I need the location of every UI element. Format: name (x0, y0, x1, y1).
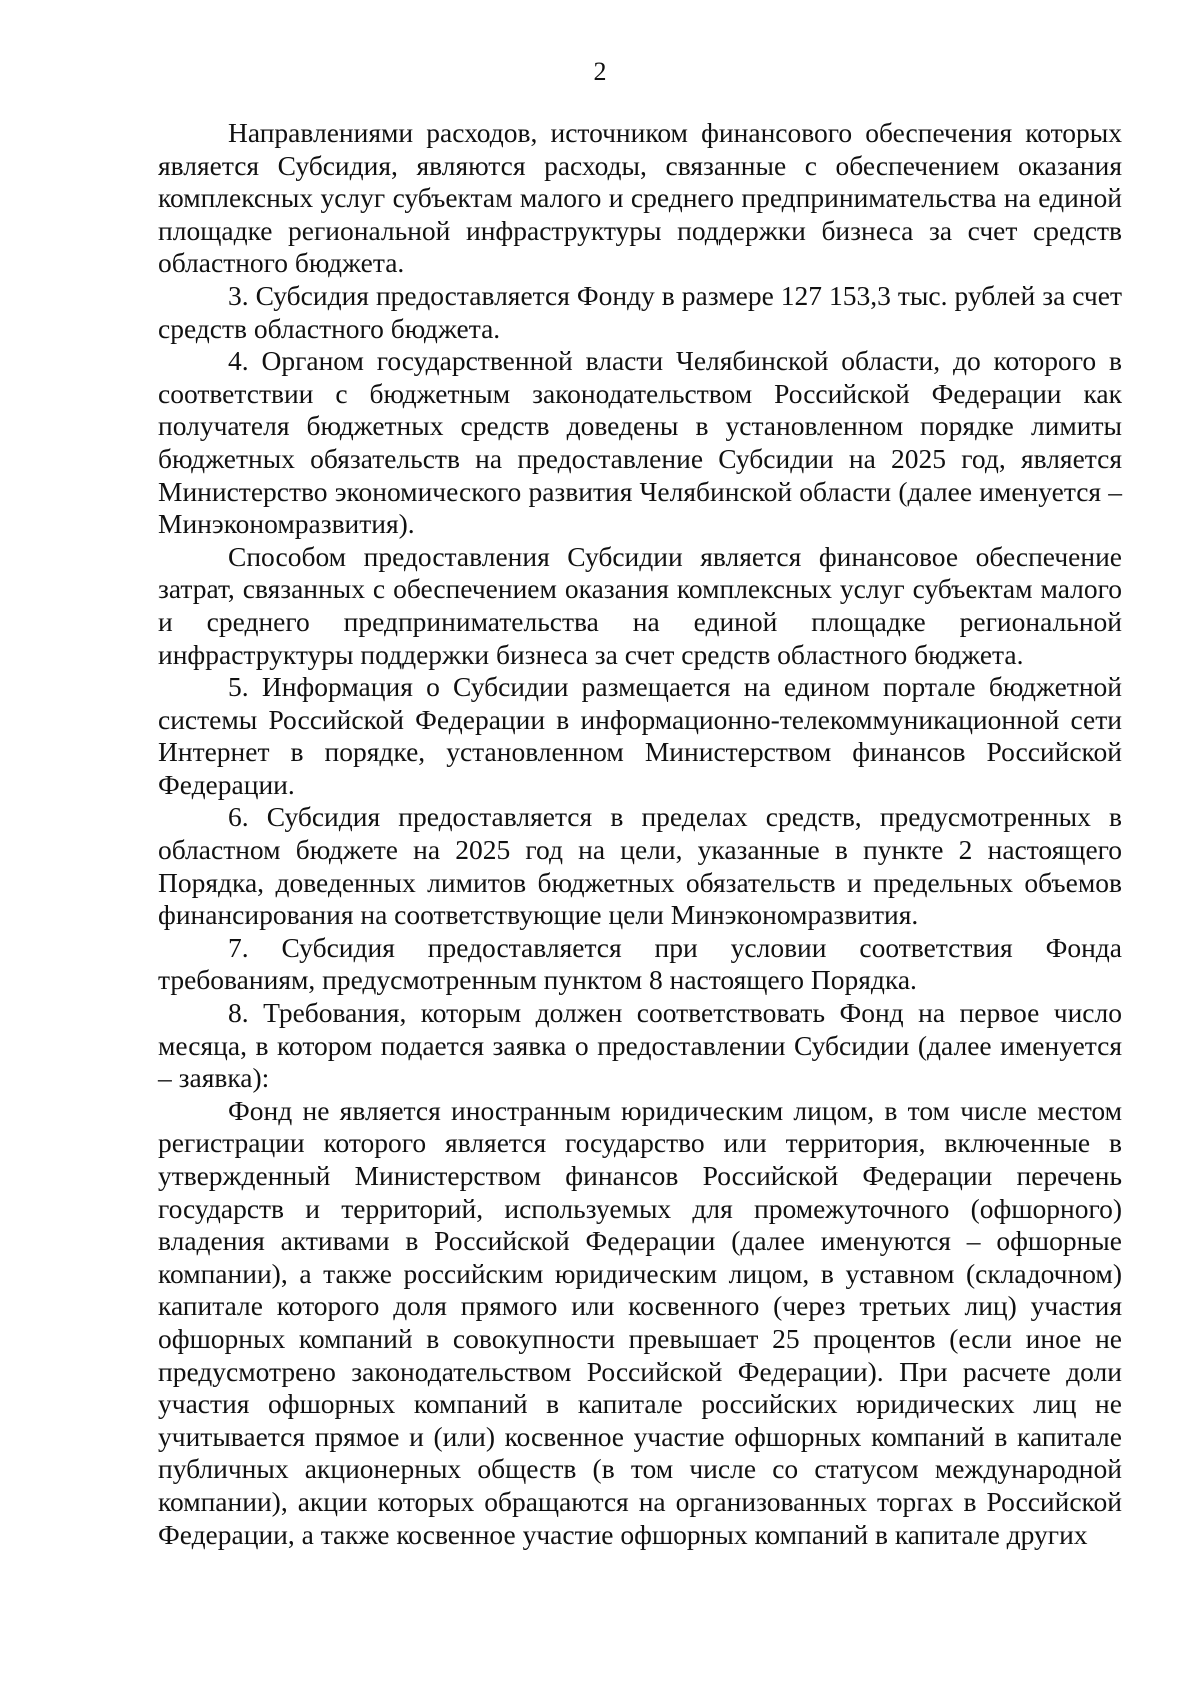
page-number: 2 (593, 57, 607, 86)
paragraph-item-5: 5. Информация о Субсидии размещается на едином портале бюджетной системы Российской Федерации в информационно-телекоммуникационной сети Интернет в порядке, установленном Министерством финансов Российской Федерации. (158, 671, 1122, 800)
paragraph-offshore-requirement: Фонд не является иностранным юридическим лицом, в том числе местом регистрации которого является государство или территория, включенные в утвержденный Министерством финансов Российской Федерации перечень государств и территорий, используемых для промежуточного (офшорного) владения активами в Российской Федерации (далее именуются – офшорные компании), а также российским юридическим лицом, в уставном (складочном) капитале которого доля прямого или косвенного (через третьих лиц) участия офшорных компаний в совокупности превышает 25 процентов (если иное не предусмотрено законодательством Российской Федерации). При расчете доли участия офшорных компаний в капитале российских юридических лиц не учитывается прямое и (или) косвенное участие офшорных компаний в капитале публичных акционерных обществ (в том числе со статусом международной компании), акции которых обращаются на организованных торгах в Российской Федерации, а также косвенное участие офшорных компаний в капитале других (158, 1094, 1122, 1550)
paragraph-item-6: 6. Субсидия предоставляется в пределах средств, предусмотренных в областном бюджете на 2025 год на цели, указанные в пункте 2 настоящего Порядка, доведенных лимитов бюджетных обязательств и предельных объемов финансирования на соответствующие цели Минэкономразвития. (158, 801, 1122, 931)
paragraph-item-8: 8. Требования, которым должен соответствовать Фонд на первое число месяца, в котором подается заявка о предоставлении Субсидии (далее именуется – заявка): (158, 997, 1122, 1094)
paragraph-item-7: 7. Субсидия предоставляется при условии соответствия Фонда требованиям, предусмотренным пунктом 8 настоящего Порядка. (158, 931, 1122, 996)
paragraph-item-4: 4. Органом государственной власти Челябинской области, до которого в соответствии с бюджетным законодательством Российской Федерации как получателя бюджетных средств доведены в установленном порядке лимиты бюджетных обязательств на предоставление Субсидии на 2025 год, является Министерство экономического развития Челябинской области (далее именуется – Минэкономразвития). (158, 345, 1122, 540)
document-body (158, 117, 1122, 1551)
paragraph-expense-directions: Направлениями расходов, источником финансового обеспечения которых является Субсидия, являются расходы, связанные с обеспечением оказания комплексных услуг субъектам малого и среднего предпринимательства на единой площадке региональной инфраструктуры поддержки бизнеса за счет средств областного бюджета. (158, 117, 1122, 279)
paragraph-provision-method: Способом предоставления Субсидии является финансовое обеспечение затрат, связанных с обеспечением оказания комплексных услуг субъектам малого и среднего предпринимательства на единой площадке региональной инфраструктуры поддержки бизнеса за счет средств областного бюджета. (158, 540, 1122, 670)
paragraph-item-3: 3. Субсидия предоставляется Фонду в размере 127 153,3 тыс. рублей за счет средств областного бюджета. (158, 279, 1122, 344)
